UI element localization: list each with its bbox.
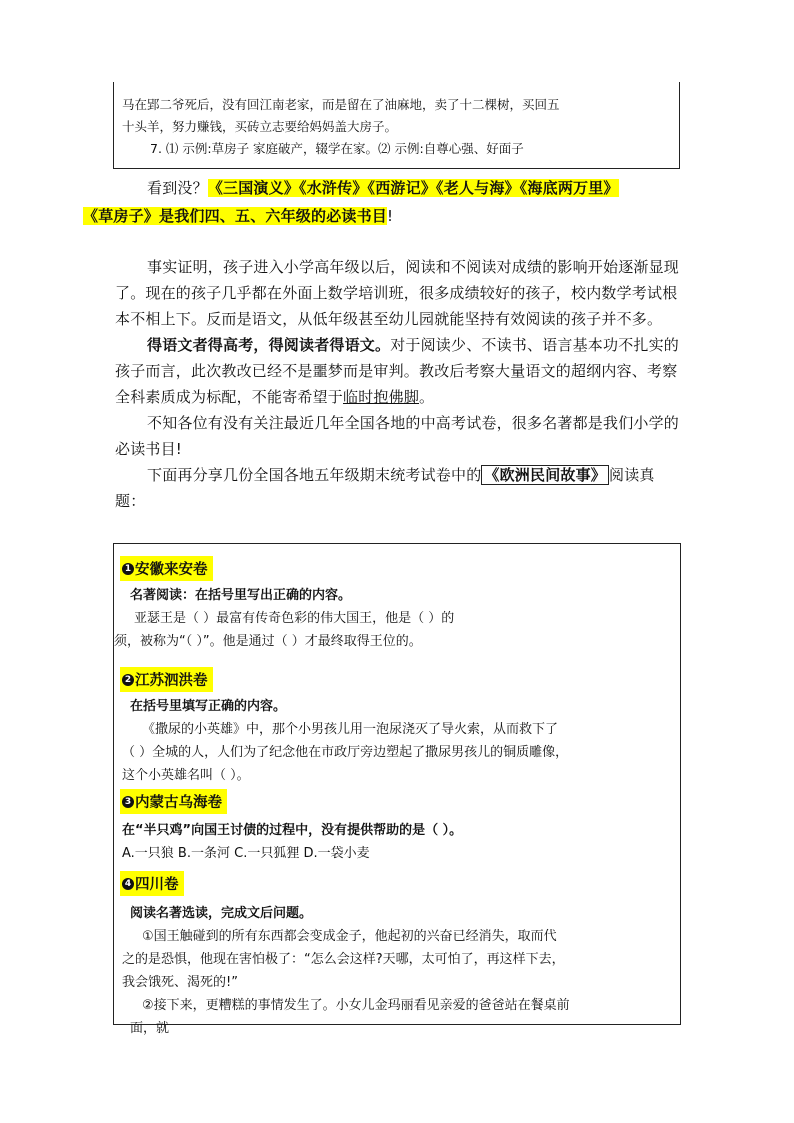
question-line: （ ）全城的人，人们为了纪念他在市政厅旁边塑起了撒尿男孩儿的铜质雕像， <box>122 745 569 760</box>
question-line: 这个小英雄名叫（ ）。 <box>122 768 250 783</box>
question-instruction: 在括号里填写正确的内容。 <box>130 699 287 714</box>
exam-questions-box <box>113 543 681 1036</box>
paragraph-2-text: 对于阅读少、不读书、语言基本功不扎实的孩子而言，此次教改已经不是噩梦而是审判。教改后考察大量语文的超纲内容、考察全科素质成为标配，不能寄希望于 <box>115 336 680 406</box>
paragraph-2-bold: 得语文者得高考，得阅读者得语文。 <box>147 336 391 354</box>
paragraph-3: 不知各位有没有关注最近几年全国各地的中高考试卷，很多名著都是我们小学的必读书目! <box>115 414 680 458</box>
paragraph-1: 事实证明，孩子进入小学高年级以后，阅读和不阅读对成绩的影响开始逐渐显现了。现在的孩子几乎都在外面上数学培训班，很多成绩较好的孩子，校内数学考试根本不相上下。反而是语文，从低年级甚至幼儿园就能坚持有效阅读的孩子并不多。 <box>115 258 680 328</box>
question-block-4 <box>122 902 672 1040</box>
reading-line: ①国王触碰到的所有东西都会变成金子，他起初的兴奋已经消失，取而代 <box>142 929 557 944</box>
framed-book-title: 《欧洲民间故事》 <box>481 465 609 485</box>
number-1-icon: 1 <box>122 563 134 575</box>
answer-line-2: 十头羊，努力赚钱，买砖立志要给妈妈盖大房子。 <box>122 119 398 134</box>
section-title: 江苏泗洪卷 <box>135 673 208 689</box>
book-list-line-1: 《三国演义》《水浒传》《西游记》《老人与海》《海底两万里》 <box>207 179 619 197</box>
section-header-3 <box>120 789 227 814</box>
answer-key-box <box>113 82 680 169</box>
number-4-icon: 4 <box>122 878 134 890</box>
paragraph-2-underline: 临时抱佛脚 <box>343 388 420 406</box>
section-header-2 <box>120 667 213 692</box>
section-header-4 <box>120 871 184 896</box>
section-title: 安徽来安卷 <box>135 562 208 578</box>
intro-lead: 看到没？ <box>147 179 208 197</box>
question-instruction: 名著阅读：在括号里写出正确的内容。 <box>130 588 352 603</box>
answer-line-1: 马在郢二爷死后，没有回江南老家，而是留在了油麻地，卖了十二棵树，买回五 <box>122 97 560 112</box>
book-list-paragraph <box>83 174 685 230</box>
number-2-icon: 2 <box>122 674 134 686</box>
reading-line: 我会饿死、渴死的!” <box>122 975 238 990</box>
question-block-2 <box>122 695 672 787</box>
reading-line: 面，就 <box>130 1021 170 1036</box>
question-line: 《撒尿的小英雄》中，那个小男孩儿用一泡尿浇灭了导火索，从而救下了 <box>142 722 559 737</box>
question-instruction: 阅读名著选读，完成文后问题。 <box>130 906 313 921</box>
paragraph-2-end: 。 <box>419 388 435 406</box>
reading-line: ②接下来，更糟糕的事情发生了。小女儿金玛丽看见亲爱的爸爸站在餐桌前 <box>142 998 570 1013</box>
question-line: 须，被称为“（ ）”。他是通过（ ）才最终取得王位的。 <box>114 634 422 649</box>
book-list-line-2: 《草房子》是我们四、五、六年级的必读书目 <box>83 207 388 225</box>
article-body <box>115 254 685 514</box>
section-title: 内蒙古乌海卷 <box>135 795 222 811</box>
number-3-icon: 3 <box>122 796 134 808</box>
intro-block <box>83 174 685 230</box>
question-line: 亚瑟王是（ ）最富有传奇色彩的伟大国王，他是（ ）的 <box>134 611 455 626</box>
paragraph-4-post: 阅读真题： <box>115 466 655 510</box>
paragraph-2 <box>115 332 685 410</box>
paragraph-4 <box>115 462 685 514</box>
question-block-3 <box>122 819 672 865</box>
question-block-1 <box>114 584 672 653</box>
answer-options: A.一只狼 B.一条河 C.一只狐狸 D.一袋小麦 <box>122 846 370 861</box>
section-title: 四川卷 <box>135 877 179 893</box>
paragraph-4-pre: 下面再分享几份全国各地五年级期末统考试卷中的 <box>147 466 482 484</box>
answer-line-3: 7. ⑴ 示例:草房子 家庭破产，辍学在家。⑵ 示例:自尊心强、好面子 <box>150 141 524 156</box>
reading-line: 之的是恐惧，他现在害怕极了：“怎么会这样?天哪，太可怕了，再这样下去， <box>122 952 565 967</box>
question-instruction: 在“半只鸡”向国王讨债的过程中，没有提供帮助的是（ ）。 <box>122 823 463 838</box>
section-header-1 <box>120 556 213 581</box>
book-list-end: ! <box>387 207 394 225</box>
